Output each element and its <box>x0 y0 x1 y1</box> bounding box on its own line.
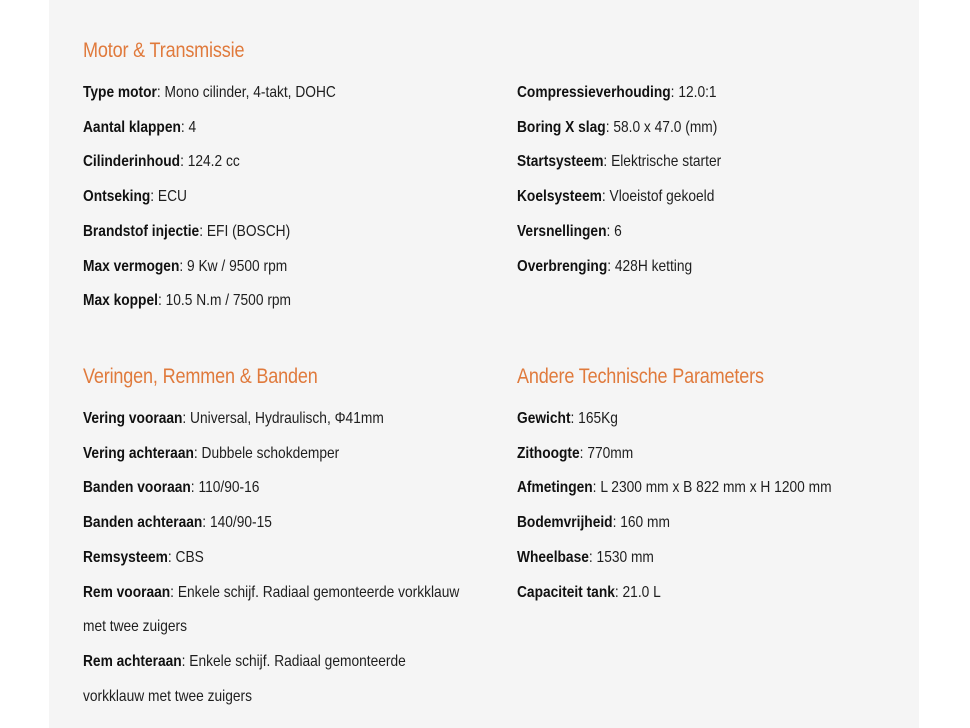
section-vering <box>83 360 513 714</box>
spec-value: 9 Kw / 9500 rpm <box>187 257 288 275</box>
spec-label: Gewicht <box>517 410 571 427</box>
spec-value: 770mm <box>587 444 634 462</box>
spec-value: L 2300 mm x B 822 mm x H 1200 mm <box>600 479 832 497</box>
spec-value: Universal, Hydraulisch, Φ41mm <box>190 410 384 427</box>
spec-label: Overbrenging <box>517 257 608 275</box>
spec-row-ontseking: Ontseking: ECU <box>83 188 187 206</box>
spec-value: 10.5 N.m / 7500 rpm <box>165 292 292 310</box>
spec-label: Bodemvrijheid <box>517 514 613 532</box>
spec-value: 12.0:1 <box>678 84 717 101</box>
spec-value: 21.0 L <box>622 583 661 601</box>
spec-label: Vering vooraan <box>83 410 183 427</box>
spec-label: Capaciteit tank <box>517 583 615 601</box>
spec-label: Ontseking <box>83 188 151 206</box>
spec-row-aantal-klappen: Aantal klappen: 4 <box>83 118 197 136</box>
spec-value: Dubbele schokdemper <box>201 444 340 462</box>
spec-label: Banden achteraan <box>83 514 203 532</box>
spec-value: 140/90-15 <box>209 514 272 532</box>
spec-row-wheelbase: Wheelbase: 1530 mm <box>517 548 654 566</box>
spec-value: Elektrische starter <box>611 153 722 171</box>
spec-value: 160 mm <box>620 514 670 532</box>
spec-label: Compressieverhouding <box>517 84 671 101</box>
spec-label: Remsysteem <box>83 548 168 566</box>
spec-row-type-motor: Type motor: Mono cilinder, 4-takt, DOHC <box>83 84 336 101</box>
spec-value: 124.2 cc <box>187 153 240 171</box>
spec-row-banden-vooraan: Banden vooraan: 110/90-16 <box>83 479 260 497</box>
section-heading-motor: Motor & Transmissie <box>83 39 245 62</box>
spec-value: CBS <box>175 548 204 566</box>
spec-value: Enkele schijf. Radiaal gemonteerde <box>189 652 406 670</box>
spec-value-continued: vorkklauw met twee zuigers <box>83 687 253 705</box>
spec-label: Startsysteem <box>517 153 604 171</box>
spec-row-max-vermogen: Max vermogen: 9 Kw / 9500 rpm <box>83 257 288 275</box>
spec-value: Vloeistof gekoeld <box>609 188 715 206</box>
spec-value: 1530 mm <box>596 548 654 566</box>
spec-value: EFI (BOSCH) <box>206 222 291 240</box>
spec-row-bodemvrijheid: Bodemvrijheid: 160 mm <box>517 514 670 532</box>
spec-value: 428H ketting <box>614 257 693 275</box>
spec-value: 165Kg <box>578 410 618 427</box>
spec-row-gewicht: Gewicht: 165Kg <box>517 410 618 427</box>
spec-row-max-koppel: Max koppel: 10.5 N.m / 7500 rpm <box>83 292 292 310</box>
section-heading-andere: Andere Technische Parameters <box>517 365 764 388</box>
spec-value: 6 <box>614 222 622 240</box>
spec-row-koelsysteem: Koelsysteem: Vloeistof gekoeld <box>517 188 715 206</box>
spec-label: Afmetingen <box>517 479 593 497</box>
spec-row-afmetingen: Afmetingen: L 2300 mm x B 822 mm x H 1200 mm <box>517 479 832 497</box>
spec-value: 4 <box>188 118 197 136</box>
spec-label: Brandstof injectie <box>83 222 200 240</box>
spec-label: Wheelbase <box>517 548 589 566</box>
spec-label: Boring X slag <box>517 118 606 136</box>
spec-row-brandstof-injectie: Brandstof injectie: EFI (BOSCH) <box>83 222 291 240</box>
spec-row-zithoogte: Zithoogte: 770mm <box>517 444 634 462</box>
section-heading-vering: Veringen, Remmen & Banden <box>83 365 318 388</box>
spec-row-capaciteit-tank: Capaciteit tank: 21.0 L <box>517 583 661 601</box>
spec-row-cilinderinhoud: Cilinderinhoud: 124.2 cc <box>83 153 240 171</box>
spec-label: Rem vooraan <box>83 583 171 601</box>
spec-label: Rem achteraan <box>83 652 182 670</box>
spec-label: Aantal klappen <box>83 118 181 136</box>
spec-value: ECU <box>157 188 187 206</box>
spec-row-overbrenging: Overbrenging: 428H ketting <box>517 257 693 275</box>
spec-row-rem-achteraan: Rem achteraan: Enkele schijf. Radiaal gemonteerde <box>83 652 406 670</box>
spec-row-versnellingen: Versnellingen: 6 <box>517 222 622 240</box>
spec-row-remsysteem: Remsysteem: CBS <box>83 548 204 566</box>
spec-value: Enkele schijf. Radiaal gemonteerde vorkklauw <box>177 583 460 601</box>
spec-row-boring-x-slag: Boring X slag: 58.0 x 47.0 (mm) <box>517 118 718 136</box>
spec-label: Max vermogen <box>83 257 180 275</box>
spec-label: Banden vooraan <box>83 479 191 497</box>
section-motor <box>83 34 513 319</box>
spec-row-rem-vooraan: Rem vooraan: Enkele schijf. Radiaal gemonteerde vorkklauw <box>83 583 460 601</box>
spec-label: Vering achteraan <box>83 444 194 462</box>
spec-label: Zithoogte <box>517 444 580 462</box>
spec-row-rem-vooraan-cont <box>83 610 453 645</box>
spec-row-startsysteem: Startsysteem: Elektrische starter <box>517 153 722 171</box>
spec-label: Koelsysteem <box>517 188 602 206</box>
spec-row-banden-achteraan: Banden achteraan: 140/90-15 <box>83 514 272 532</box>
spec-label: Type motor <box>83 84 157 101</box>
spec-label: Cilinderinhoud <box>83 153 181 171</box>
section-andere <box>517 360 947 610</box>
spec-label: Versnellingen <box>517 222 607 240</box>
spec-value: 58.0 x 47.0 (mm) <box>613 118 718 136</box>
spec-value: Mono cilinder, 4-takt, DOHC <box>164 84 336 101</box>
spec-row-compressieverhouding: Compressieverhouding: 12.0:1 <box>517 84 717 101</box>
spec-row-rem-achteraan-cont <box>83 680 453 715</box>
section-motor-right <box>517 76 947 284</box>
spec-row-vering-vooraan: Vering vooraan: Universal, Hydraulisch, Φ41mm <box>83 410 384 427</box>
spec-value: 110/90-16 <box>198 479 260 497</box>
spec-row-vering-achteraan: Vering achteraan: Dubbele schokdemper <box>83 444 340 462</box>
spec-label: Max koppel <box>83 292 158 310</box>
spec-value-continued: met twee zuigers <box>83 618 188 636</box>
